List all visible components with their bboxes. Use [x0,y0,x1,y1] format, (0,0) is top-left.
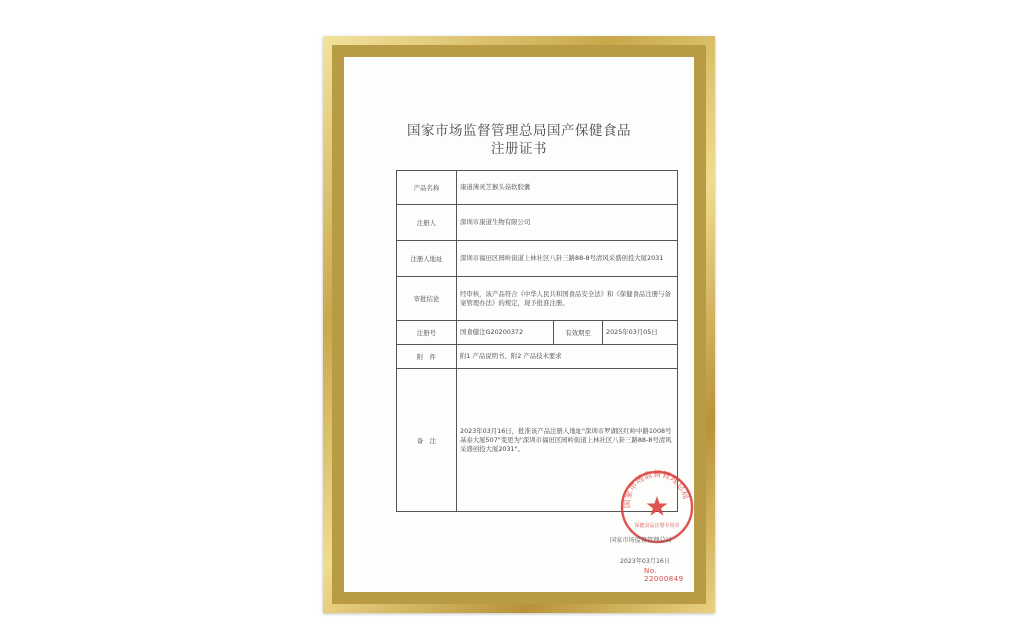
gold-frame [323,36,715,613]
product-name-label: 产品名称 [397,171,457,205]
table-row [397,171,678,205]
table-row [397,241,678,277]
table-row [397,345,678,369]
frame-mat [332,45,706,604]
table-row [397,205,678,241]
reg-no-value: 国食健注G20200372 [457,321,554,345]
validity-value: 2025年03月05日 [603,321,678,345]
table-row [397,277,678,321]
seal-text: 国家市场监督管理总局 [622,469,691,509]
remarks-value: 2023年03月16日，批准该产品注册人地址"深圳市罗湖区红岭中路1008号基泰大厦507"变更为"深圳市福田区园岭街道上林社区八卦三路88-8号清风采盛创投大厦2031"。 [457,369,678,512]
certificate-paper [344,57,694,592]
validity-label: 有效期至 [554,321,603,345]
product-name-value: 康道薄灵芝猴头菇软胶囊 [457,171,678,205]
conclusion-label: 审批结论 [397,277,457,321]
issue-date: 2023年03月16日 [620,558,671,565]
seal-star-icon [647,496,668,516]
official-seal [619,469,695,545]
registrant-label: 注册人 [397,205,457,241]
attachment-label: 附 件 [397,345,457,369]
certificate-table [396,170,678,512]
registrant-value: 深圳市康道生物有限公司 [457,205,678,241]
certificate-number: No. 22000849 [644,567,684,583]
seal-inner-text: 保健食品注册专用章 [634,523,680,529]
conclusion-value: 经审核，该产品符合《中华人民共和国食品安全法》和《保健食品注册与备案管理办法》的规定，现予批准注册。 [457,277,678,321]
issuer-name: 国家市场监督管理总局 [610,537,672,544]
certificate-subtitle: 注册证书 [491,141,547,157]
table-row [397,321,678,345]
remarks-label: 备 注 [397,369,457,512]
certificate-title: 国家市场监督管理总局国产保健食品 [407,123,631,139]
address-value: 深圳市福田区园岭街道上林社区八卦三路88-8号清风采盛创投大厦2031 [457,241,678,277]
address-label: 注册人地址 [397,241,457,277]
attachment-value: 附1 产品说明书、附2 产品技术要求 [457,345,678,369]
reg-no-label: 注册号 [397,321,457,345]
